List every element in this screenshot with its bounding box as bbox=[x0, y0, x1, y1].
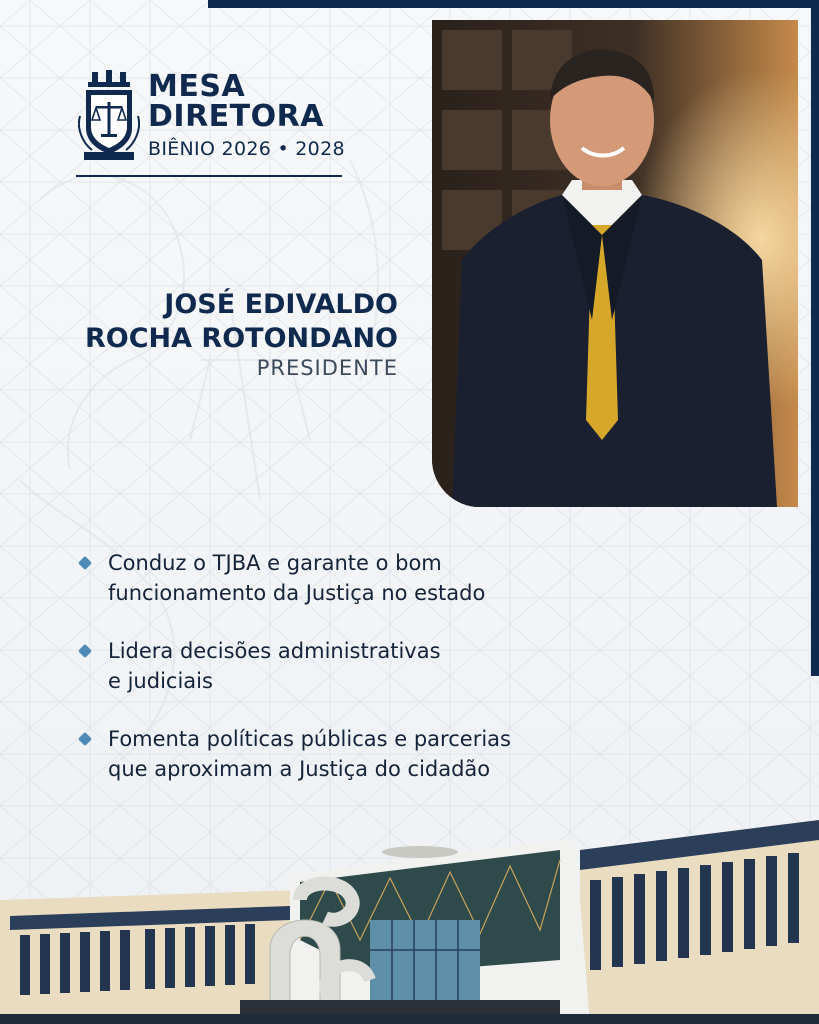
person-role: PRESIDENTE bbox=[256, 356, 398, 380]
list-item bbox=[80, 548, 580, 608]
bullet-line-1: Conduz o TJBA e garante o bom bbox=[108, 551, 442, 575]
bullet-line-1: Lidera decisões administrativas bbox=[108, 639, 441, 663]
diamond-bullet-icon bbox=[78, 732, 92, 746]
title-line-1: MESA bbox=[148, 69, 246, 104]
coat-of-arms-scales-icon bbox=[78, 70, 140, 162]
diamond-bullet-icon bbox=[78, 556, 92, 570]
biennium-label: BIÊNIO 2026 • 2028 bbox=[148, 138, 345, 160]
frame-top-bar bbox=[208, 0, 819, 8]
list-item bbox=[80, 724, 580, 784]
portrait-photo bbox=[432, 20, 798, 507]
responsibilities-list bbox=[80, 548, 580, 812]
frame-right-bar bbox=[811, 0, 819, 676]
diamond-bullet-icon bbox=[78, 644, 92, 658]
title-line-2: DIRETORA bbox=[148, 99, 324, 134]
page-title bbox=[148, 69, 324, 134]
bullet-line-1: Fomenta políticas públicas e parcerias bbox=[108, 727, 511, 751]
courthouse-building-illustration bbox=[0, 800, 819, 1024]
bullet-line-2: funcionamento da Justiça no estado bbox=[108, 581, 486, 605]
name-line-1: JOSÉ EDIVALDO bbox=[164, 289, 398, 320]
list-item bbox=[80, 636, 580, 696]
bullet-line-2: e judiciais bbox=[108, 669, 213, 693]
bullet-line-2: que aproximam a Justiça do cidadão bbox=[108, 757, 491, 781]
name-line-2: ROCHA ROTONDANO bbox=[84, 323, 398, 354]
title-divider bbox=[76, 175, 342, 177]
person-name bbox=[38, 288, 398, 356]
